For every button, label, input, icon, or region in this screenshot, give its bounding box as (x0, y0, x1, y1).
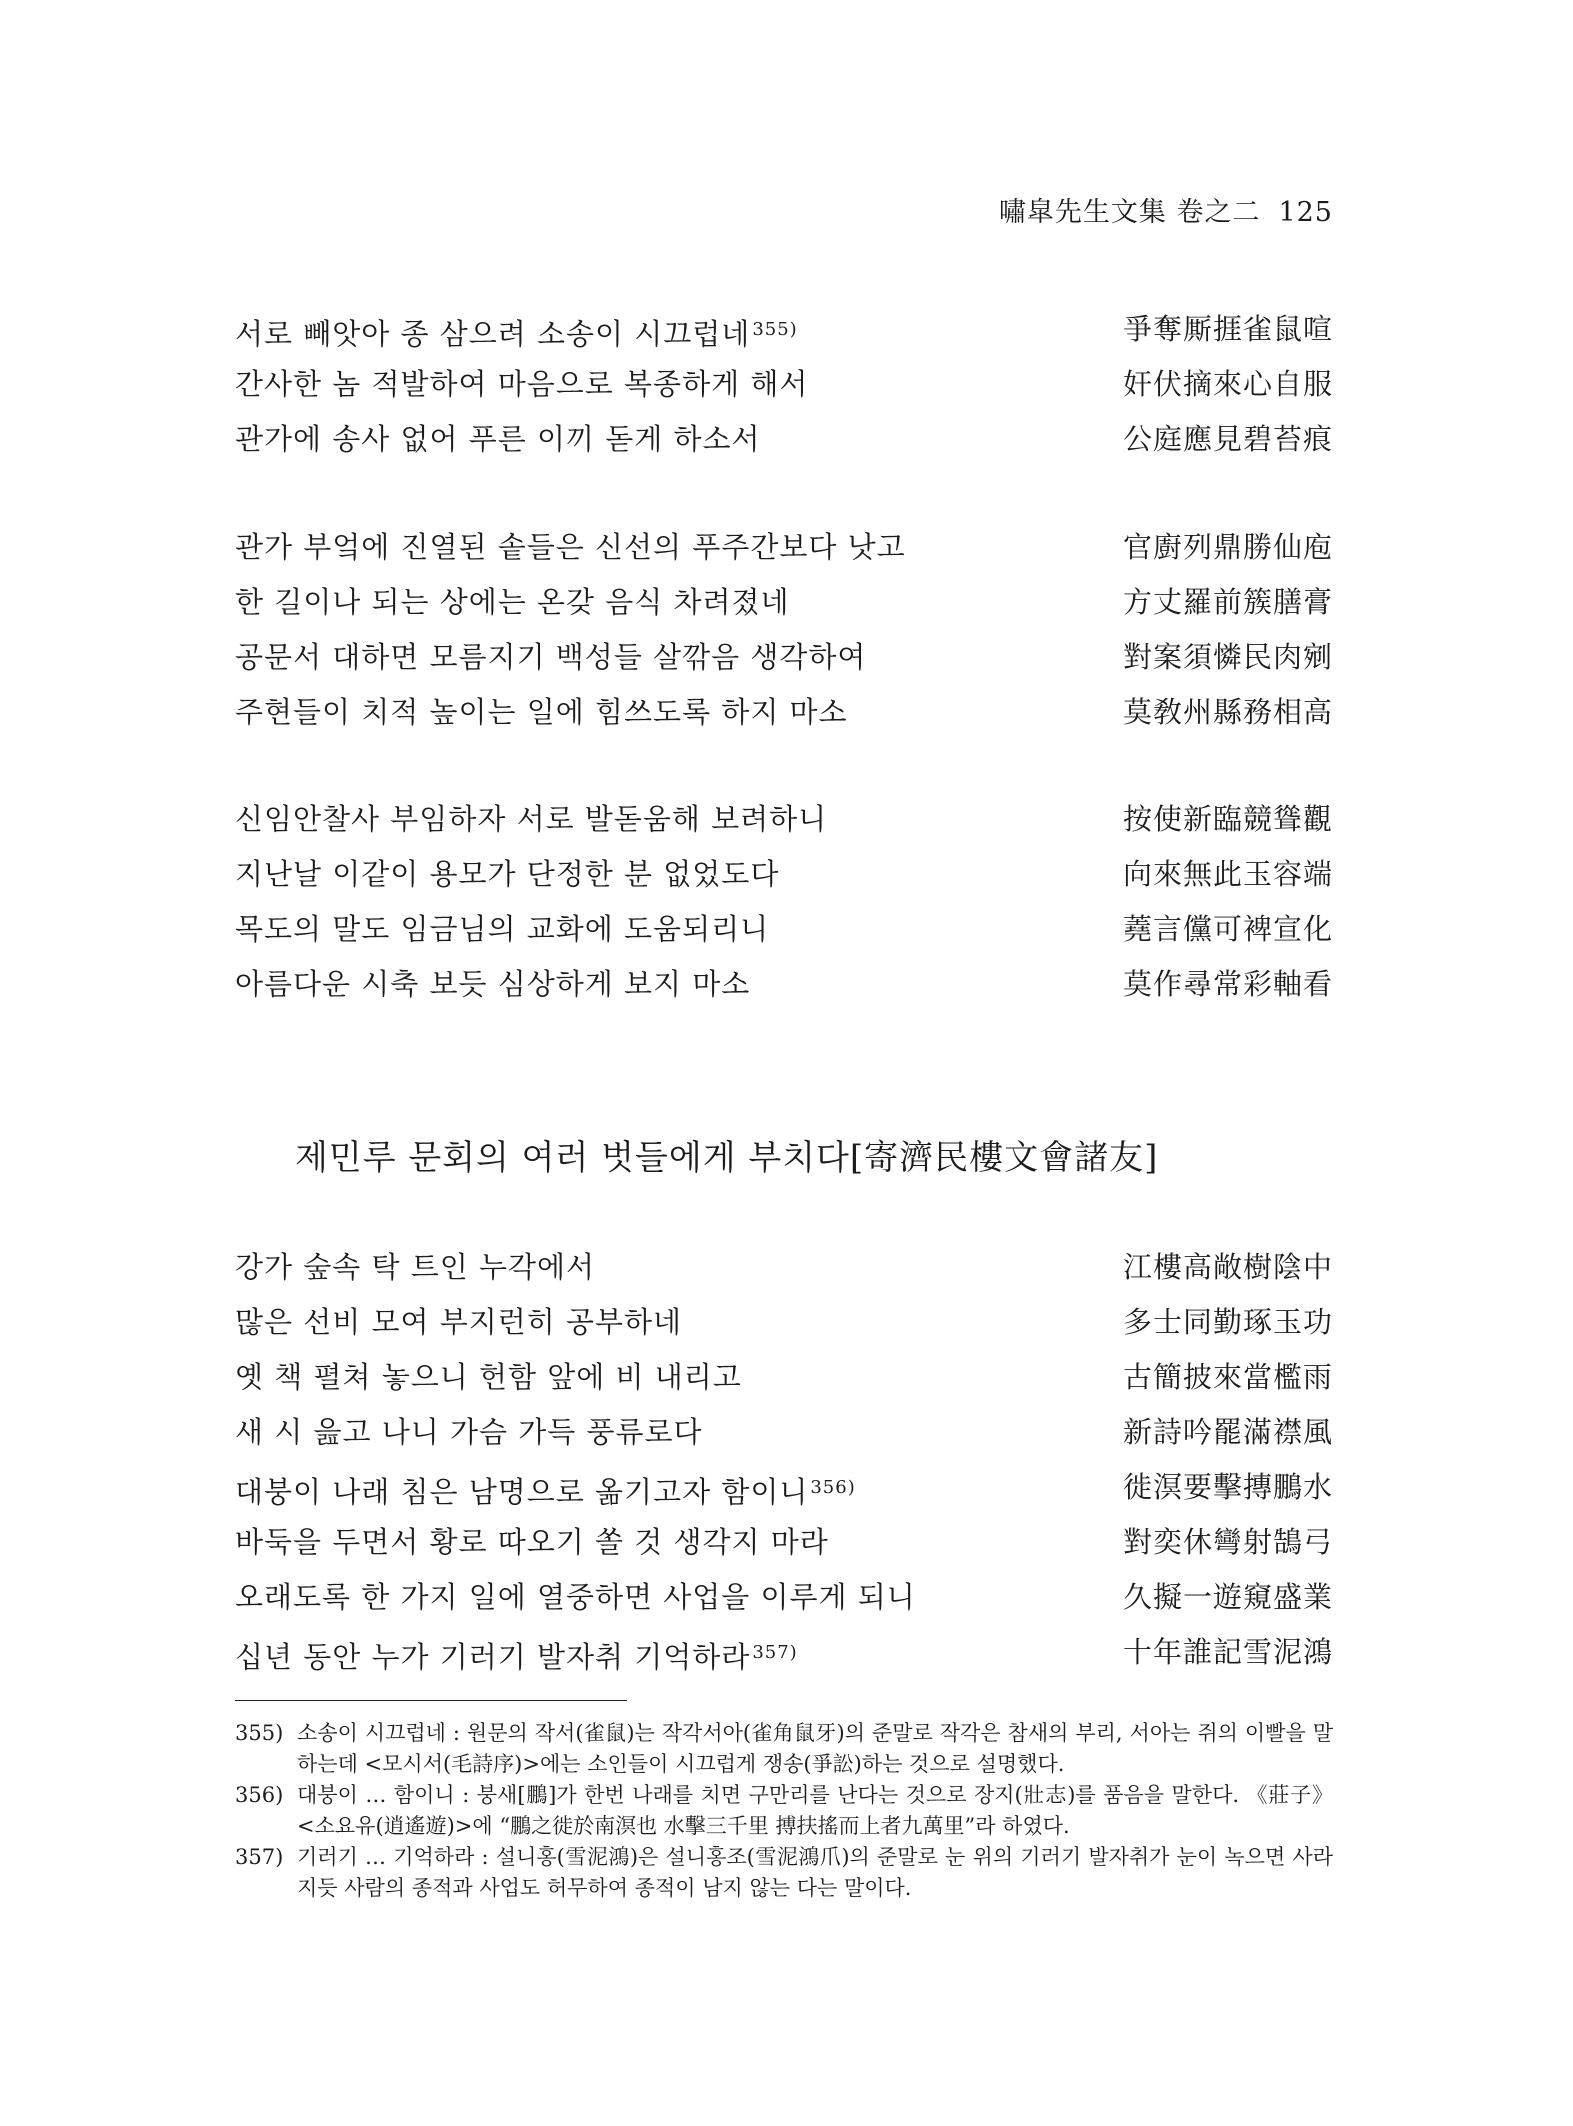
chinese-verse: 爭奪厮捱雀鼠喧 (1122, 312, 1333, 346)
footnote-ref[interactable]: 356) (810, 1477, 856, 1498)
chinese-verse: 蕘言儻可裨宣化 (1122, 912, 1333, 946)
footnote-ref[interactable]: 355) (752, 319, 798, 340)
chinese-verse: 方丈羅前簇膳膏 (1122, 585, 1333, 619)
footnote-ref[interactable]: 357) (752, 1642, 798, 1663)
verse-line (235, 575, 1333, 630)
verse-line (235, 357, 1333, 412)
chinese-verse: 官廚列鼎勝仙庖 (1122, 530, 1333, 564)
chinese-verse: 江樓高敞樹陰中 (1122, 1250, 1333, 1284)
korean-verse: 주현들이 치적 높이는 일에 힘쓰도록 하지 마소 (235, 695, 848, 729)
korean-verse: 십년 동안 누가 기러기 발자취 기억하라 $^{357)}$ (235, 1640, 798, 1674)
footnote-text: 소송이 시끄럽네 : 원문의 작서(雀鼠)는 작각서아(雀角鼠牙)의 준말로 작각은 참새의 부리, 서아는 쥐의 이빨을 말하는데 <모시서(毛詩序)>에는 소인들이 시끄럽게 쟁송(爭訟)하는 것으로 설명했다. (297, 1721, 1333, 1776)
header-title: 嘯皐先生文集 卷之二 (998, 197, 1261, 228)
chinese-verse: 久擬一遊窺盛業 (1122, 1580, 1333, 1614)
korean-verse: 간사한 놈 적발하여 마음으로 복종하게 해서 (235, 367, 809, 401)
chinese-verse: 公庭應見碧苔痕 (1122, 422, 1333, 456)
verse-line (235, 1515, 1333, 1570)
chinese-verse: 莫敎州縣務相高 (1122, 695, 1333, 729)
chinese-verse: 十年誰記雪泥鴻 (1122, 1635, 1333, 1669)
footnote-number: 355) (235, 1721, 284, 1745)
footnote-number: 357) (235, 1845, 284, 1869)
verse-line (235, 902, 1333, 957)
korean-verse: 옛 책 펼쳐 놓으니 헌함 앞에 비 내리고 (235, 1360, 742, 1394)
korean-verse: 새 시 읊고 나니 가슴 가득 풍류로다 (235, 1415, 703, 1449)
korean-verse: 서로 빼앗아 종 삼으려 소송이 시끄럽네 $^{355)}$ (235, 317, 798, 351)
korean-verse: 바둑을 두면서 황로 따오기 쏠 것 생각지 마라 (235, 1525, 829, 1559)
verse-line (235, 1295, 1333, 1350)
stanza-4 (235, 1240, 1333, 1680)
footnote-divider (235, 1700, 627, 1701)
verse-line (235, 302, 1333, 357)
verse-line (235, 1625, 1333, 1680)
verse-line (235, 792, 1333, 847)
footnotes (235, 1718, 1333, 1904)
chinese-verse: 古簡披來當檻雨 (1122, 1360, 1333, 1394)
verse-line (235, 1460, 1333, 1515)
korean-verse: 아름다운 시축 보듯 심상하게 보지 마소 (235, 967, 751, 1001)
chinese-verse: 對案須憐民肉剜 (1122, 640, 1333, 674)
korean-verse: 오래도록 한 가지 일에 열중하면 사업을 이루게 되니 (235, 1580, 916, 1614)
footnote-text: 기러기 … 기억하라 : 설니홍(雪泥鴻)은 설니홍조(雪泥鴻爪)의 준말로 눈 위의 기러기 발자취가 눈이 녹으면 사라지듯 사람의 종적과 사업도 허무하여 종적이 남지 않는 다는 말이다. (297, 1845, 1333, 1900)
korean-verse: 대붕이 나래 침은 남명으로 옮기고자 함이니 $^{356)}$ (235, 1475, 856, 1509)
korean-verse: 많은 선비 모여 부지런히 공부하네 (235, 1305, 683, 1339)
footnote-number: 356) (235, 1783, 284, 1807)
korean-verse: 강가 숲속 탁 트인 누각에서 (235, 1250, 596, 1284)
stanza-3 (235, 792, 1333, 1012)
verse-line (235, 1405, 1333, 1460)
chinese-verse: 奸伏摘來心自服 (1122, 367, 1333, 401)
poem-title: 제민루 문회의 여러 벗들에게 부치다[寄濟民樓文會諸友] (295, 1138, 1159, 1178)
footnote-item (235, 1718, 1333, 1780)
verse-line (235, 1570, 1333, 1625)
verse-line (235, 520, 1333, 575)
stanza-1 (235, 302, 1333, 467)
korean-verse: 지난날 이같이 용모가 단정한 분 없었도다 (235, 857, 780, 891)
chinese-verse: 新詩吟罷滿襟風 (1122, 1415, 1333, 1449)
verse-line (235, 847, 1333, 902)
footnote-item (235, 1842, 1333, 1904)
verse-line (235, 1350, 1333, 1405)
chinese-verse: 向來無此玉容端 (1122, 857, 1333, 891)
verse-line (235, 685, 1333, 740)
chinese-verse: 徙溟要擊摶鵬水 (1122, 1470, 1333, 1504)
verse-line (235, 957, 1333, 1012)
korean-verse: 관가에 송사 없어 푸른 이끼 돋게 하소서 (235, 422, 761, 456)
footnote-item (235, 1780, 1333, 1842)
verse-line (235, 1240, 1333, 1295)
korean-verse: 관가 부엌에 진열된 솥들은 신선의 푸주간보다 낫고 (235, 530, 906, 564)
chinese-verse: 多士同勤琢玉功 (1122, 1305, 1333, 1339)
chinese-verse: 按使新臨競聳觀 (1122, 802, 1333, 836)
korean-verse: 공문서 대하면 모름지기 백성들 살깎음 생각하여 (235, 640, 867, 674)
korean-verse: 목도의 말도 임금님의 교화에 도움되리니 (235, 912, 770, 946)
page-number: 125 (1278, 197, 1333, 228)
korean-verse: 신임안찰사 부임하자 서로 발돋움해 보려하니 (235, 802, 828, 836)
footnote-text: 대붕이 … 함이니 : 붕새[鵬]가 한번 나래를 치면 구만리를 난다는 것으로 장지(壯志)를 품음을 말한다. 《莊子》 <소요유(逍遙遊)>에 “鵬之徙於南溟也 水擊三千里 搏扶搖而上者九萬里”라 하였다. (297, 1783, 1333, 1838)
chinese-verse: 莫作尋常彩軸看 (1122, 967, 1333, 1001)
korean-verse: 한 길이나 되는 상에는 온갖 음식 차려졌네 (235, 585, 790, 619)
stanza-2 (235, 520, 1333, 740)
running-header (999, 190, 1333, 229)
verse-line (235, 412, 1333, 467)
verse-line (235, 630, 1333, 685)
chinese-verse: 對奕休彎射鵠弓 (1122, 1525, 1333, 1559)
